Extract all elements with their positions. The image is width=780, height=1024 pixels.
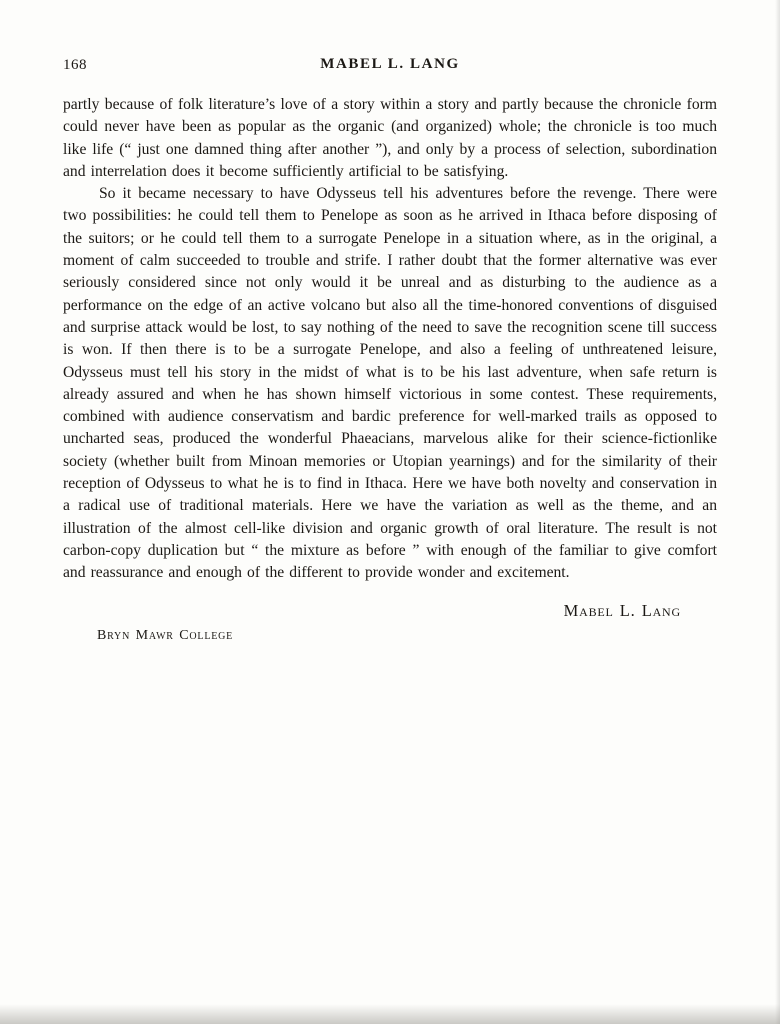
paragraph: partly because of folk literature’s love of a story within a story and partly because the chronicle form could never have been as popular as the organic (and organized) whole; the chronicle is too much like life (“ just one damned thing after another ”), and only by a process of selection, subordination and interrelation does it become sufficiently artificial to be satisfying.	[63, 96, 717, 180]
author-signature: Mabel L. Lang	[563, 600, 681, 620]
page-number: 168	[63, 57, 87, 73]
article-body	[63, 94, 717, 647]
paragraph: So it became necessary to have Odysseus tell his adventures before the revenge. There were two possibilities: he could tell them to Penelope as soon as he arrived in Ithaca before disposing of the suitors; or he could tell them to a surrogate Penelope in a situation where, as in the original, a moment of calm succeeded to trouble and strife. I rather doubt that the former alternative was ever seriously considered since not only would it be unreal and as disturbing to the audience as a performance on the edge of an active volcano but also all the time-honored conventions of disguised and surprise attack would be lost, to say nothing of the need to save the recognition scene till success is won. If then there is to be a surrogate Penelope, and also a feeling of unthreatened leisure, Odysseus must tell his story in the midst of what is to be his last adventure, when safe return is already assured and when he has shown himself victorious in some contest. These requirements, combined with audience conservatism and bardic preference for well-marked trails as opposed to uncharted seas, produced the wonderful Phaeacians, marvelous alike for their science-fictionlike society (whether built from Minoan memories or Utopian yearnings) and for the similarity of their reception of Odysseus to what he is to find in Ithaca. Here we have both novelty and conservation in a radical use of traditional materials. Here we have the variation as well as the theme, and an illustration of the almost cell-like division and organic growth of oral literature. The result is not carbon-copy duplication but “ the mixture as before ” with enough of the familiar to give comfort and reassurance and enough of the different to provide wonder and excitement.	[63, 185, 717, 582]
running-head: MABEL L. LANG	[320, 56, 460, 72]
scan-edge-right	[775, 0, 780, 1024]
page-header	[63, 56, 717, 78]
author-affiliation: Bryn Mawr College	[97, 627, 234, 643]
scan-edge-bottom	[0, 1004, 780, 1024]
